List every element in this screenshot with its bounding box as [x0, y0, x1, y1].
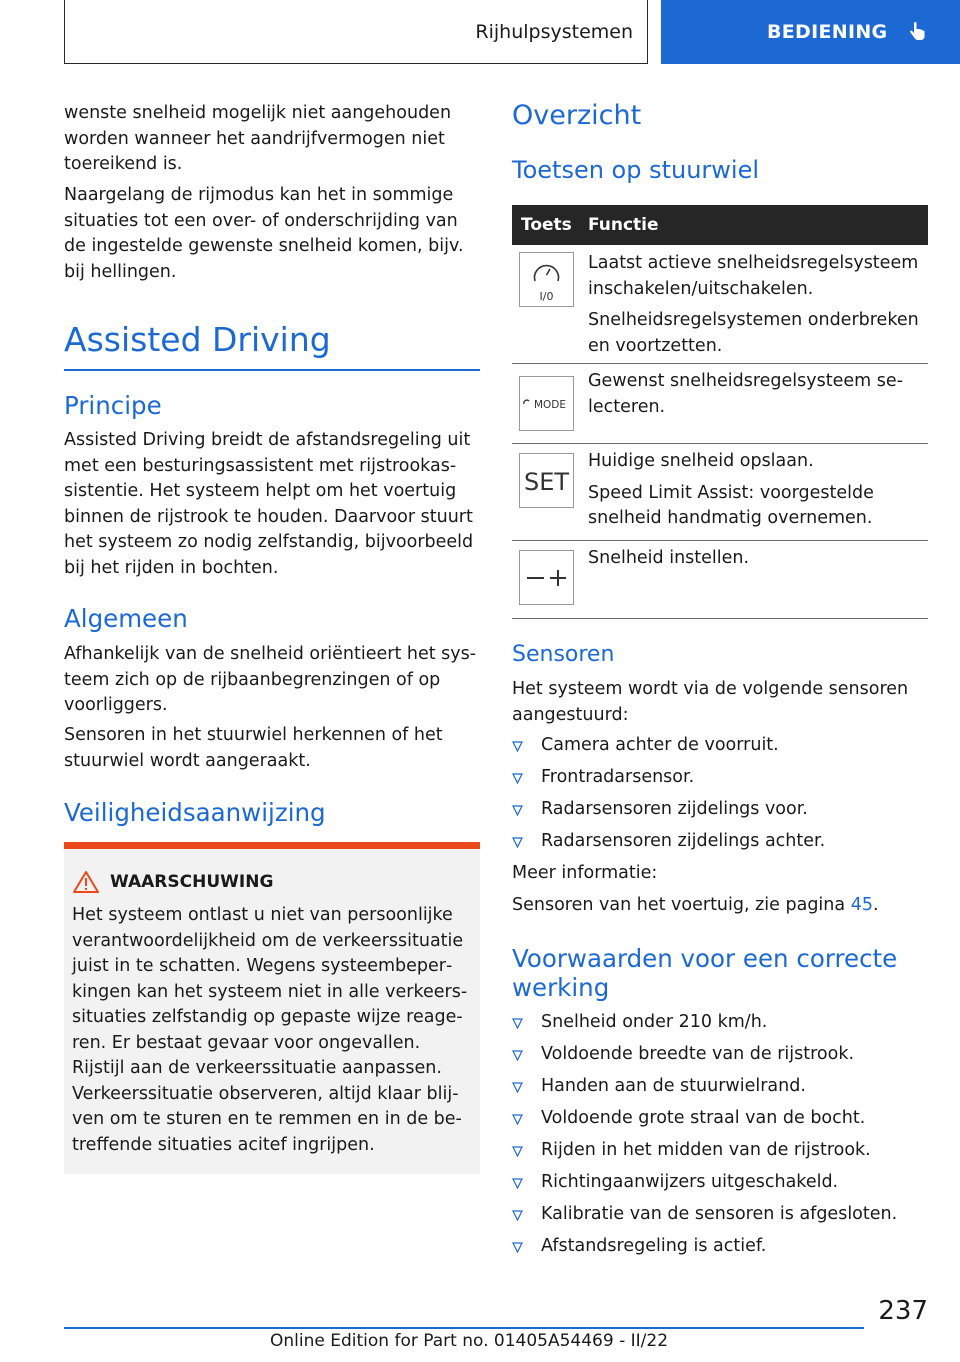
bullet-triangle-icon	[512, 741, 523, 752]
bullet-triangle-icon	[512, 837, 523, 848]
function-line: Laatst actieve snelheidsregelsysteem inschakelen/uitschakelen.	[588, 253, 919, 299]
table-row	[512, 540, 928, 619]
list-item-text: Richtingaanwijzers uitgeschakeld.	[541, 1172, 839, 1192]
function-line: Snelheid instellen.	[588, 548, 750, 568]
veiligheid-heading: Veiligheidsaanwijzing	[64, 798, 326, 827]
bullet-triangle-icon	[512, 805, 523, 816]
table-cell-function	[588, 369, 928, 426]
cruise-onoff-key-icon	[519, 252, 574, 307]
mode-key-label: MODE	[533, 399, 567, 411]
function-line: Speed Limit Assist: voorgestelde snelheid handmatig overnemen.	[588, 482, 874, 528]
set-key-label: SET	[523, 468, 570, 496]
overzicht-heading: Overzicht	[512, 100, 642, 131]
list-item-text: Voldoende grote straal van de bocht.	[541, 1108, 866, 1128]
table-row	[512, 443, 928, 541]
function-line: Gewenst snelheidsregelsysteem selecteren.	[588, 371, 903, 417]
bullet-triangle-icon	[512, 1050, 523, 1061]
bullet-triangle-icon	[512, 1082, 523, 1093]
list-item-text: Snelheid onder 210 km/h.	[541, 1012, 768, 1032]
page-link[interactable]: 45	[850, 895, 873, 915]
table-row	[512, 245, 928, 364]
algemeen-heading: Algemeen	[64, 604, 188, 633]
list-item-text: Kalibratie van de sensoren is afgesloten.	[541, 1204, 898, 1224]
bullet-triangle-icon	[512, 1018, 523, 1029]
sensoren-intro: Het systeem wordt via de volgende sensoren aangestuurd:	[512, 679, 909, 725]
table-header-toets: Toets	[521, 215, 572, 235]
algemeen-paragraph-2: Sensoren in het stuurwiel herkennen of het stuurwiel wordt aangeraakt.	[64, 725, 443, 771]
voorwaarden-heading: Voorwaarden voor een correcte werking	[512, 944, 898, 1002]
meer-informatie: Meer informatie:	[512, 863, 658, 883]
table-header-functie: Functie	[588, 215, 659, 235]
warning-box	[64, 842, 480, 1174]
header-chapter-tab	[661, 0, 960, 64]
warning-bar	[64, 842, 480, 849]
list-item-text: Radarsensoren zijdelings achter.	[541, 831, 826, 851]
algemeen-paragraph-1: Afhankelijk van de snelheid oriëntieert het systeem zich op de rijbaanbegrenzingen of op voorliggers.	[64, 644, 477, 715]
bullet-triangle-icon	[512, 1114, 523, 1125]
list-item-text: Afstandsregeling is actief.	[541, 1236, 767, 1256]
bullet-triangle-icon	[512, 1242, 523, 1253]
table-cell-function	[588, 251, 928, 365]
list-item-text: Frontradarsensor.	[541, 767, 695, 787]
warning-text: Het systeem ontlast u niet van persoonlijke verantwoordelijkheid om de verkeerssituatie juist in te schatten. Wegens systeembeperkingen kan het systeem niet in alle verkeerssituaties zelfstandig op gepaste wijze reageren. Er bestaat gevaar voor ongevallen. Rijstijl aan de verkeerssituatie aanpassen. Verkeerssituatie observeren, altijd klaar blijven om te sturen en te remmen en in de betreffende situaties acitef ingrijpen.	[72, 905, 468, 1155]
header-section-tab	[64, 0, 648, 64]
intro-paragraph-1: wenste snelheid mogelijk niet aangehouden worden wanneer het aandrijfvermogen niet toereikend is.	[64, 103, 452, 174]
list-item-text: Camera achter de voorruit.	[541, 735, 779, 755]
set-key-icon	[519, 453, 574, 508]
header-section-label: Rijhulpsystemen	[475, 20, 633, 43]
bullet-triangle-icon	[512, 1210, 523, 1221]
bullet-triangle-icon	[512, 1146, 523, 1157]
list-item-text: Radarsensoren zijdelings voor.	[541, 799, 808, 819]
onoff-key-label: I/0	[539, 290, 554, 303]
mode-key-icon	[519, 376, 574, 431]
footer-edition: Online Edition for Part no. 01405A54469 - II/22	[270, 1331, 669, 1351]
sensoren-reference: Sensoren van het voertuig, zie pagina 45.	[512, 895, 879, 915]
list-item-text: Voldoende breedte van de rijstrook.	[541, 1044, 855, 1064]
header-chapter-label: BEDIENING	[767, 21, 888, 43]
table-cell-function	[588, 546, 928, 578]
bullet-triangle-icon	[512, 773, 523, 784]
principe-text: Assisted Driving breidt de afstandsregeling uit met een besturingsassistent met rijstrookassistentie. Het systeem helpt om het voertuig binnen de rijstrook te houden. Daarvoor stuurt het systeem zo nodig zelfstandig, bijvoorbeeld bij het rijden in bochten.	[64, 430, 474, 578]
table-header	[512, 205, 928, 245]
table-cell-function	[588, 449, 928, 538]
function-line: Huidige snelheid opslaan.	[588, 451, 814, 471]
list-item-text: Rijden in het midden van de rijstrook.	[541, 1140, 871, 1160]
title-divider	[64, 369, 480, 371]
warning-triangle-icon	[72, 870, 100, 894]
bullet-triangle-icon	[512, 1178, 523, 1189]
page-title: Assisted Driving	[64, 320, 331, 359]
sensoren-heading: Sensoren	[512, 642, 615, 667]
warning-title: WAARSCHUWING	[110, 872, 274, 892]
reference-text: Sensoren van het voertuig, zie pagina	[512, 895, 846, 915]
footer-divider	[64, 1327, 864, 1329]
minus-plus-key-icon	[519, 550, 574, 605]
function-line: Snelheidsregelsystemen onderbreken en voortzetten.	[588, 310, 919, 356]
toetsen-heading: Toetsen op stuurwiel	[512, 156, 760, 184]
intro-paragraph-2: Naargelang de rijmodus kan het in sommige situaties tot een over- of onderschrijding van de ingestelde gewenste snelheid komen, bijv. bij hellingen.	[64, 185, 464, 282]
table-row	[512, 363, 928, 444]
list-item-text: Handen aan de stuurwielrand.	[541, 1076, 806, 1096]
principe-heading: Principe	[64, 391, 162, 420]
pointing-hand-icon	[905, 20, 929, 44]
page-number: 237	[878, 1296, 928, 1326]
